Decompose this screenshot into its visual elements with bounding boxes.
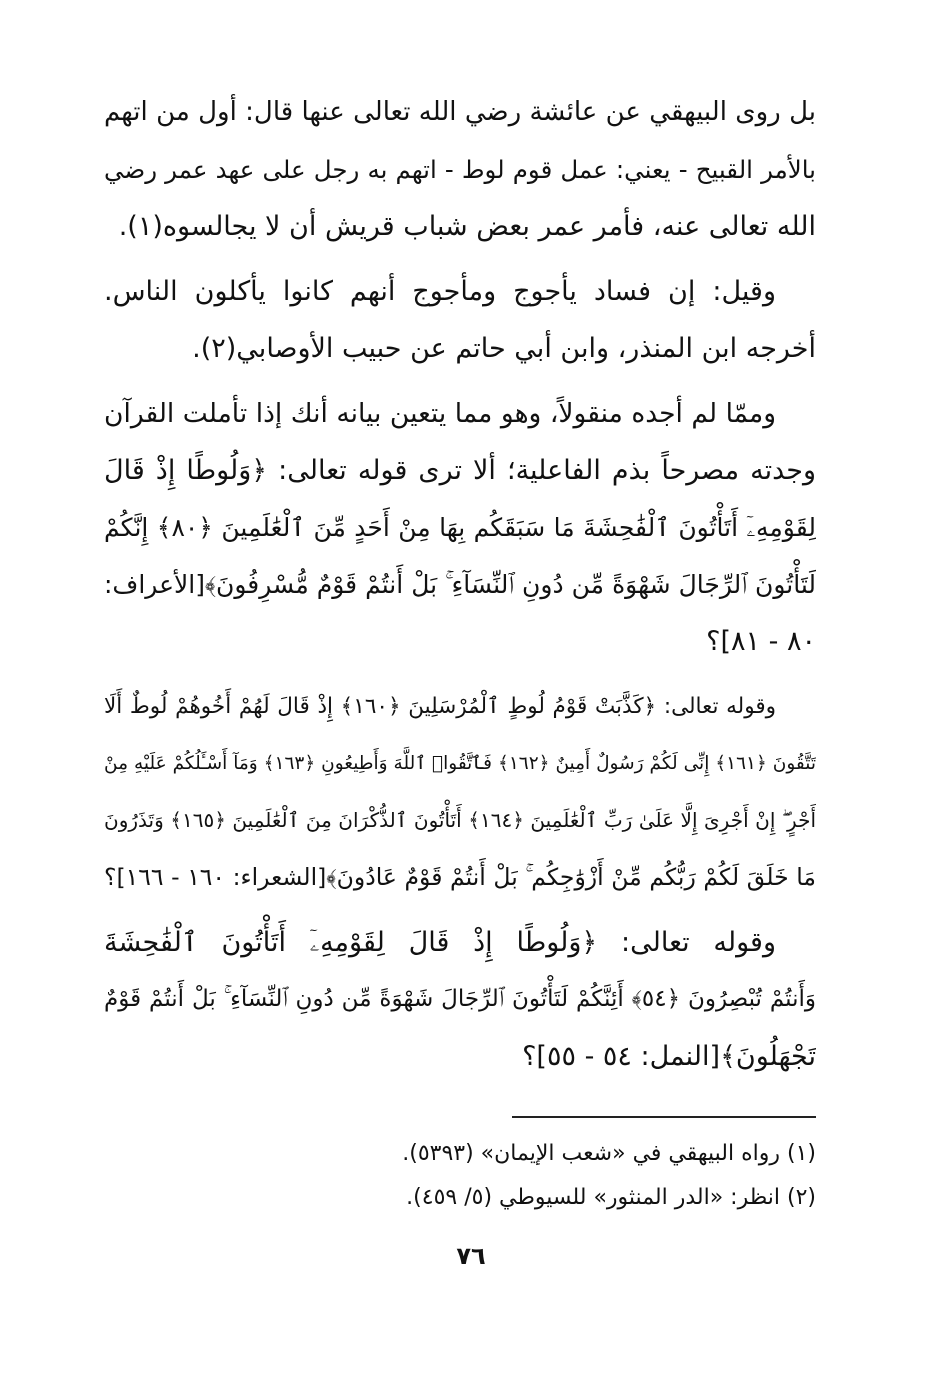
- quran-verse-line: وقوله تعالى: ﴿وَلُوطًا إِذْ قَالَ لِقَوْمِهِۦٓ أَتَأْتُونَ ٱلْفَٰحِشَةَ: [104, 927, 776, 958]
- verse-reference: ٨٠ - ٨١]؟: [706, 626, 816, 657]
- text-line: أخرجه ابن المنذر، وابن أبي حاتم عن حبيب الأوصابي(٢).: [192, 333, 816, 364]
- text-line: وقيل: إن فساد يأجوج ومأجوج أنهم كانوا يأكلون الناس.: [104, 276, 776, 307]
- quran-verse-line: أَجْرٍ ۖ إِنْ أَجْرِىَ إِلَّا عَلَىٰ رَبِّ ٱلْعَٰلَمِينَ ﴿١٦٤﴾ أَتَأْتُونَ ٱلذُّكْرَانَ مِنَ ٱلْعَٰلَمِينَ ﴿١٦٥﴾ وَتَذَرُونَ: [104, 808, 816, 832]
- quran-verse-line: تَتَّقُونَ ﴿١٦١﴾ إِنِّى لَكُمْ رَسُولٌ أَمِينٌ ﴿١٦٢﴾ فَٱتَّقُوا۟ ٱللَّهَ وَأَطِيعُونِ ﴿١٦٣﴾ وَمَآ أَسْـَٔلُكُمْ عَلَيْهِ مِنْ: [104, 753, 816, 774]
- quran-verse-line: مَا خَلَقَ لَكُمْ رَبُّكُم مِّنْ أَزْوَٰجِكُم ۚ بَلْ أَنتُمْ قَوْمٌ عَادُونَ﴾[الشعراء: ١٦٠ - ١٦٦]؟: [104, 863, 816, 891]
- quran-verse-line: وقوله تعالى: ﴿كَذَّبَتْ قَوْمُ لُوطٍ ٱلْمُرْسَلِينَ ﴿١٦٠﴾ إِذْ قَالَ لَهُمْ أَخُوهُمْ لُوطٌ أَلَا: [104, 694, 776, 719]
- text-line: بالأمر القبيح - يعني: عمل قوم لوط - اتهم به رجل على عهد عمر رضي: [104, 155, 816, 184]
- quran-verse-line: لَتَأْتُونَ ٱلرِّجَالَ شَهْوَةً مِّن دُونِ ٱلنِّسَآءِ ۚ بَلْ أَنتُمْ قَوْمٌ مُّسْرِفُونَ﴾[الأعراف:: [104, 570, 816, 599]
- footnote-divider: [512, 1116, 816, 1118]
- verse-reference: تَجْهَلُونَ﴾[النمل: ٥٤ - ٥٥]؟: [522, 1041, 816, 1072]
- text-line: الله تعالى عنه، فأمر عمر بعض شباب قريش أن لا يجالسوه(١).: [118, 211, 816, 242]
- text-line: وجدته مصرحاً بذم الفاعلية؛ ألا ترى قوله تعالى: ﴿وَلُوطًا إِذْ قَالَ: [104, 455, 816, 486]
- text-line: وممّا لم أجده منقولاً، وهو مما يتعين بيانه أنك إذا تأملت القرآن: [104, 398, 776, 429]
- page-number: ٧٦: [456, 1242, 486, 1270]
- footnote-1: (١) رواه البيهقي في «شعب الإيمان» (٥٣٩٣).: [402, 1141, 816, 1166]
- quran-verse-line: لِقَوْمِهِۦٓ أَتَأْتُونَ ٱلْفَٰحِشَةَ مَا سَبَقَكُم بِهَا مِنْ أَحَدٍ مِّنَ ٱلْعَٰلَمِينَ ﴿٨٠﴾ إِنَّكُمْ: [104, 513, 816, 542]
- quran-verse-line: وَأَنتُمْ تُبْصِرُونَ ﴿٥٤﴾ أَئِنَّكُمْ لَتَأْتُونَ ٱلرِّجَالَ شَهْوَةً مِّن دُونِ ٱلنِّسَآءِ ۚ بَلْ أَنتُمْ قَوْمٌ: [104, 986, 816, 1012]
- main-text: [104, 84, 816, 1085]
- footnote-2: (٢) انظر: «الدر المنثور» للسيوطي (٥/ ٤٥٩).: [406, 1185, 816, 1210]
- footnotes: [300, 1132, 816, 1220]
- text-line: بل روى البيهقي عن عائشة رضي الله تعالى عنها قال: أول من اتهم: [104, 97, 816, 127]
